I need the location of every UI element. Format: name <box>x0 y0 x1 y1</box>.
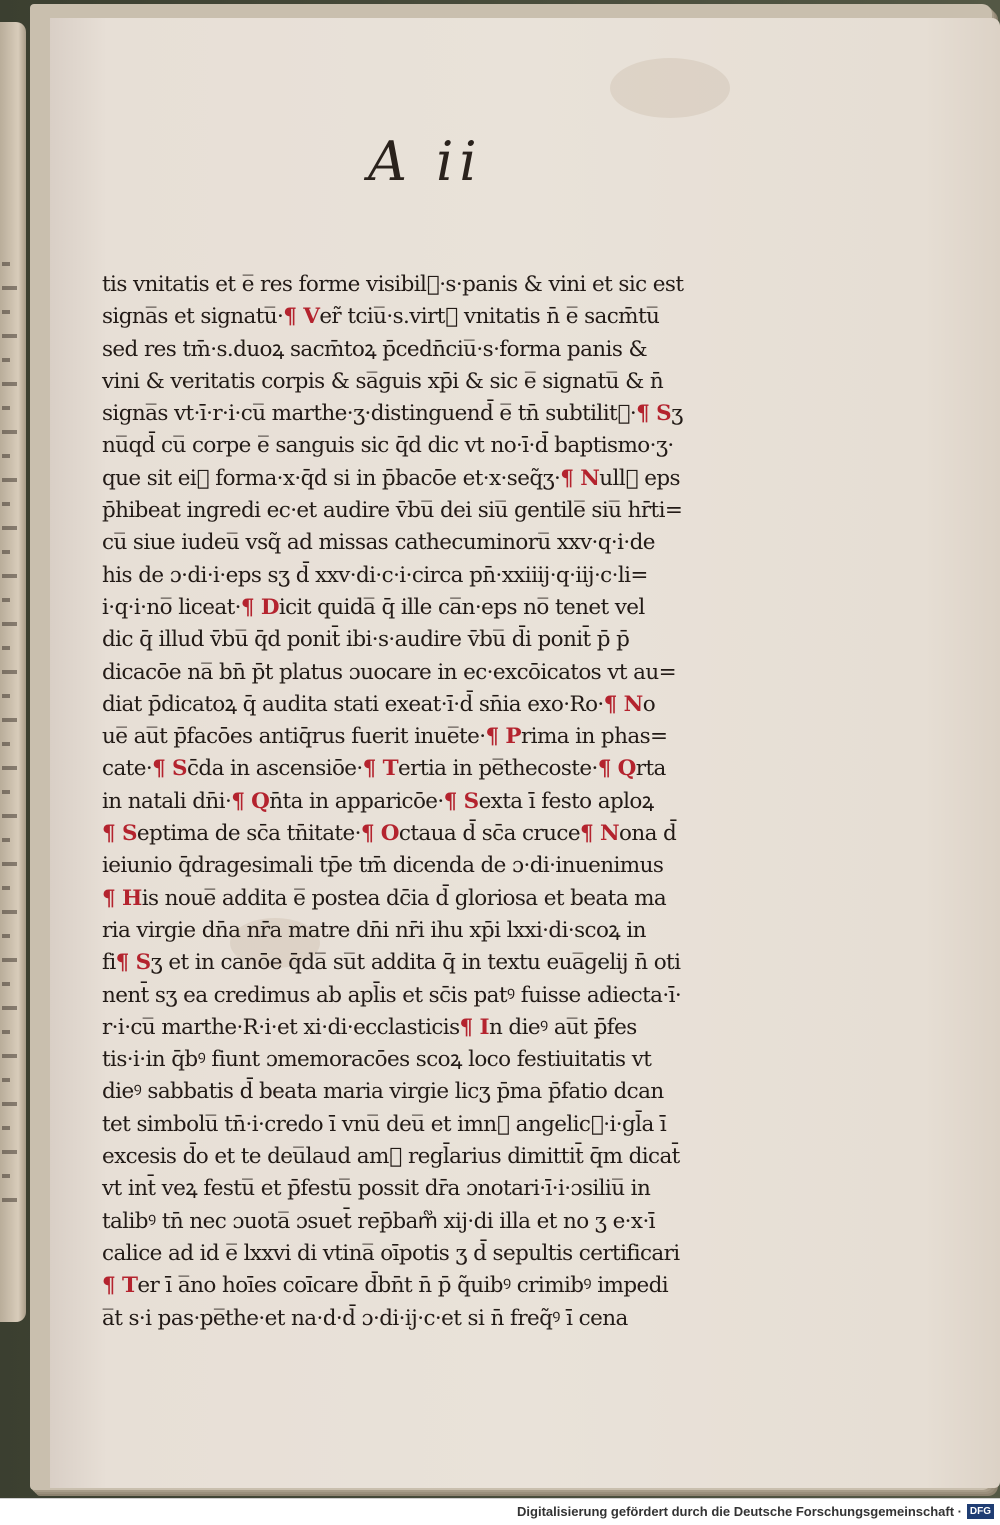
text-line <box>102 527 712 559</box>
line-text: fi <box>102 950 116 976</box>
bleed-text-mark <box>2 406 10 410</box>
funding-credit: Digitalisierung gefördert durch die Deutsche Forschungsgemeinschaft · <box>517 1504 962 1519</box>
text-line <box>102 1012 712 1044</box>
bleed-text-mark <box>2 478 17 482</box>
line-text: rta <box>635 756 666 782</box>
line-text: dic q̄ illud v̄bu̅ q̄d ponit̄ ibi·s·audire v̄bu̅ d̄i ponit̄ p̄ p̄ <box>102 627 630 653</box>
bleed-text-mark <box>2 430 17 434</box>
text-line <box>102 560 712 592</box>
bleed-text-mark <box>2 1174 10 1178</box>
bleed-text-mark <box>2 1054 17 1058</box>
bleed-text-mark <box>2 550 10 554</box>
line-text: ue̅ au̅t p̄facōes antiq̄rus fuerit inue̅te· <box>102 724 486 750</box>
text-line <box>102 850 712 882</box>
bleed-text-mark <box>2 502 10 506</box>
text-line <box>102 1173 712 1205</box>
text-line <box>102 1044 712 1076</box>
bleed-text-mark <box>2 1150 17 1154</box>
rubric-initial: ¶ N <box>579 821 620 847</box>
line-text: ʒ <box>671 401 683 427</box>
bleed-text-mark <box>2 910 17 914</box>
line-text: tet simbolu̅ tn̄·i·credo ī vnu̅ deu̅ et imn᷑ angelic᷑·i·gl̄a ī <box>102 1111 667 1137</box>
text-line <box>102 1238 712 1270</box>
line-text: i·q·i·no̅ liceat· <box>102 594 241 620</box>
line-text: que sit ei᷑ forma·x·q̄d si in p̄bacōe et·x·seq̃ʒ· <box>102 465 561 491</box>
bleed-text-mark <box>2 454 10 458</box>
rubric-initial: ¶ Q <box>597 756 636 782</box>
bleed-text-mark <box>2 718 17 722</box>
paper-stain <box>610 58 730 118</box>
text-line <box>102 592 712 624</box>
book-page <box>50 18 1000 1488</box>
bleed-text-mark <box>2 862 17 866</box>
bleed-text-mark <box>2 262 10 266</box>
bleed-text-mark <box>2 670 17 674</box>
bleed-text-mark <box>2 1126 10 1130</box>
line-text: talibꝰ tn̄ nec ɔuota̅ ɔsuet̄ rep̄bam᷑ xij·di illa et no ʒ e·x·ī <box>102 1208 655 1234</box>
bleed-text-mark <box>2 766 17 770</box>
line-text: diat p̄dicatoꝝ q̄ audita stati exeat·ī·d̄ sn̄ia exo·Ro· <box>102 691 604 717</box>
page-stack <box>30 4 992 1490</box>
line-text: signa̅s vt·ī·r·i·cu̅ marthe·ʒ·distinguend̄ e̅ tn̄ subtilit᷑· <box>102 401 637 427</box>
rubric-initial: ¶ N <box>603 691 643 717</box>
rubric-initial: ¶ S <box>115 950 151 976</box>
line-text: o <box>642 691 656 717</box>
line-text: nu̅qd̄ cu̅ corpe e̅ sanguis sic q̄d dic vt no·ī·d̄ baptismo·ʒ· <box>102 433 674 459</box>
text-line <box>102 1270 712 1302</box>
bleed-text-mark <box>2 742 10 746</box>
bleed-text-mark <box>2 526 17 530</box>
text-line <box>102 430 712 462</box>
rubric-initial: ¶ T <box>102 1273 138 1299</box>
line-text: ria virgie dn̄a nr̄a matre dn̄i nr̄i ihu xp̄i lxxi·di·scoꝝ in <box>102 917 646 943</box>
line-text: n dieꝰ au̅t p̄fes <box>488 1014 637 1040</box>
footer-bar <box>0 1498 1000 1525</box>
line-text: a̅t s·i pas·pe̅the·et na·d·d̄ ɔ·di·ij·c·et si n̄ freq̃ꝰ ī cena <box>102 1305 628 1331</box>
text-line <box>102 398 712 430</box>
rubric-initial: ¶ S <box>636 401 672 427</box>
bleed-text-mark <box>2 1078 10 1082</box>
line-text: tis vnitatis et e̅ res forme visibil᷑·s·panis & vini et sic est <box>102 272 684 297</box>
bleed-text-mark <box>2 1030 10 1034</box>
line-text: cu̅ siue iudeu̅ vsq̃ ad missas cathecuminoru̅ xxv·q·i·de <box>102 530 655 556</box>
line-text: exta ī festo aploꝝ <box>478 788 654 814</box>
bleed-text-mark <box>2 622 17 626</box>
text-line <box>102 495 712 527</box>
line-text: calice ad id e̅ lxxvi di vtina̅ oīpotis ʒ d̄ sepultis certificari <box>102 1240 680 1266</box>
line-text: tis·i·in q̄bꝰ fiunt ɔmemoracōes scoꝝ loco festiuitatis vt <box>102 1047 652 1073</box>
bleed-text-mark <box>2 982 10 986</box>
line-text: nent̄ sʒ ea credimus ab apl̄is et sc̄is patꝰ fuisse adiecta·ī· <box>102 982 682 1008</box>
line-text: vini & veritatis corpis & sa̅guis xp̄i & sic e̅ signatu̅ & n̄ <box>102 368 664 394</box>
line-text: eptima de sc̄a tn̄itate· <box>136 821 361 847</box>
line-text: in natali dn̄i· <box>102 788 232 814</box>
line-text: p̄hibeat ingredi ec·et audire v̄bu̅ dei siu̅ gentile̅ siu̅ hr̄ti= <box>102 498 683 524</box>
text-line <box>102 334 712 366</box>
rubric-initial: ¶ S <box>152 756 187 782</box>
line-text: ieiunio q̄dragesimali tp̄e tm̄ dicenda de ɔ·di·inuenimus <box>102 853 664 879</box>
bleed-text-mark <box>2 598 10 602</box>
line-text: excesis d̄o et te deu̅laud am᷑ regl̄arius dimittit̄ q̄m dicat̄ <box>102 1144 680 1170</box>
text-line <box>102 980 712 1012</box>
text-line <box>102 818 712 850</box>
text-line <box>102 947 712 979</box>
line-text: n̄ta in apparicōe· <box>269 788 444 814</box>
text-line <box>102 1206 712 1238</box>
text-line <box>102 786 712 818</box>
text-line <box>102 883 712 915</box>
rubric-initial: ¶ S <box>443 788 479 814</box>
bleed-text-mark <box>2 382 17 386</box>
line-text: is noue̅ addita e̅ postea dc̄ia d̄ gloriosa et beata ma <box>141 885 667 911</box>
line-text: ull᷑ eps <box>599 465 680 491</box>
line-text: ona d̄ <box>619 821 677 847</box>
text-column <box>102 269 712 1335</box>
rubric-initial: ¶ S <box>102 821 137 847</box>
line-text: rima in phas= <box>520 724 668 750</box>
bleed-text-mark <box>2 358 10 362</box>
bleed-text-mark <box>2 1198 17 1202</box>
folio-signature: A ii <box>368 130 483 193</box>
bleed-text-mark <box>2 886 10 890</box>
bleed-text-mark <box>2 334 17 338</box>
text-line <box>102 657 712 689</box>
bleed-text-mark <box>2 286 17 290</box>
bleed-text-mark <box>2 958 17 962</box>
rubric-initial: ¶ N <box>560 465 600 491</box>
bleed-text-mark <box>2 934 10 938</box>
line-text: c̄da in ascensiōe· <box>186 756 363 782</box>
bleed-text-mark <box>2 574 17 578</box>
text-line <box>102 1109 712 1141</box>
line-text: icit quida̅ q̄ ille ca̅n·eps no̅ tenet vel <box>278 594 645 620</box>
bleed-text-mark <box>2 646 10 650</box>
bleed-text-mark <box>2 814 17 818</box>
text-line <box>102 753 712 785</box>
bleed-text-mark <box>2 1006 17 1010</box>
line-text: vt int̄ veꝝ festu̅ et p̄festu̅ possit dr̄a ɔnotari·ī·i·ɔsiliu̅ in <box>102 1176 651 1202</box>
line-text: ertia in pe̅thecoste· <box>398 756 598 782</box>
rubric-initial: ¶ P <box>485 724 521 750</box>
text-line <box>102 624 712 656</box>
text-line <box>102 721 712 753</box>
rubric-initial: ¶ H <box>102 885 142 911</box>
text-line <box>102 301 712 333</box>
text-line <box>102 1141 712 1173</box>
rubric-initial: ¶ I <box>459 1014 489 1040</box>
line-text: er ī a̅no hoīes coīcare d̄bn̄t n̄ p̄ q̃uibꝰ crimibꝰ impedi <box>137 1273 669 1299</box>
line-text: his de ɔ·di·i·eps sʒ d̄ xxv·di·c·i·circa pn̄·xxiiij·q·iij·c·li= <box>102 562 648 588</box>
bleed-text-mark <box>2 838 10 842</box>
text-line <box>102 1303 712 1335</box>
dfg-logo: DFG <box>967 1504 994 1519</box>
rubric-initial: ¶ Q <box>231 788 270 814</box>
rubric-initial: ¶ D <box>240 594 279 620</box>
line-text: ctaua d̄ sc̄a cruce <box>398 821 580 847</box>
adjacent-page-edge <box>0 22 26 1322</box>
text-line <box>102 1076 712 1108</box>
rubric-initial: ¶ O <box>360 821 399 847</box>
rubric-initial: ¶ V <box>283 304 320 330</box>
bleed-text-mark <box>2 790 10 794</box>
bleed-text-mark <box>2 694 10 698</box>
text-line <box>102 915 712 947</box>
line-text: signa̅s et signatu̅· <box>102 304 284 330</box>
line-text: dicacōe na̅ bn̄ p̄t platus ɔuocare in ec·excōicatos vt au= <box>102 659 677 685</box>
line-text: sed res tm̄·s.duoꝝ sacm̄toꝝ p̄cedn̄ciu̅·s·forma panis & <box>102 336 648 362</box>
text-line <box>102 463 712 495</box>
bleed-text-mark <box>2 310 10 314</box>
line-text: ʒ et in canōe q̄da̅ su̅t addita q̄ in textu eua̅gelij n̄ oti <box>150 950 681 976</box>
line-text: r·i·cu̅ marthe·R·i·et xi·di·ecclasticis <box>102 1014 460 1040</box>
text-line <box>102 269 712 301</box>
text-line <box>102 689 712 721</box>
text-line <box>102 366 712 398</box>
line-text: dieꝰ sabbatis d̄ beata maria virgie licʒ p̄ma p̄fatio dcan <box>102 1079 664 1105</box>
rubric-initial: ¶ T <box>362 756 399 782</box>
line-text: cate· <box>102 756 153 782</box>
bleed-text-mark <box>2 1102 17 1106</box>
line-text: er̃ tciu̅·s.virt᷑ vnitatis n̄ e̅ sacm̄tu̅ <box>319 304 660 330</box>
